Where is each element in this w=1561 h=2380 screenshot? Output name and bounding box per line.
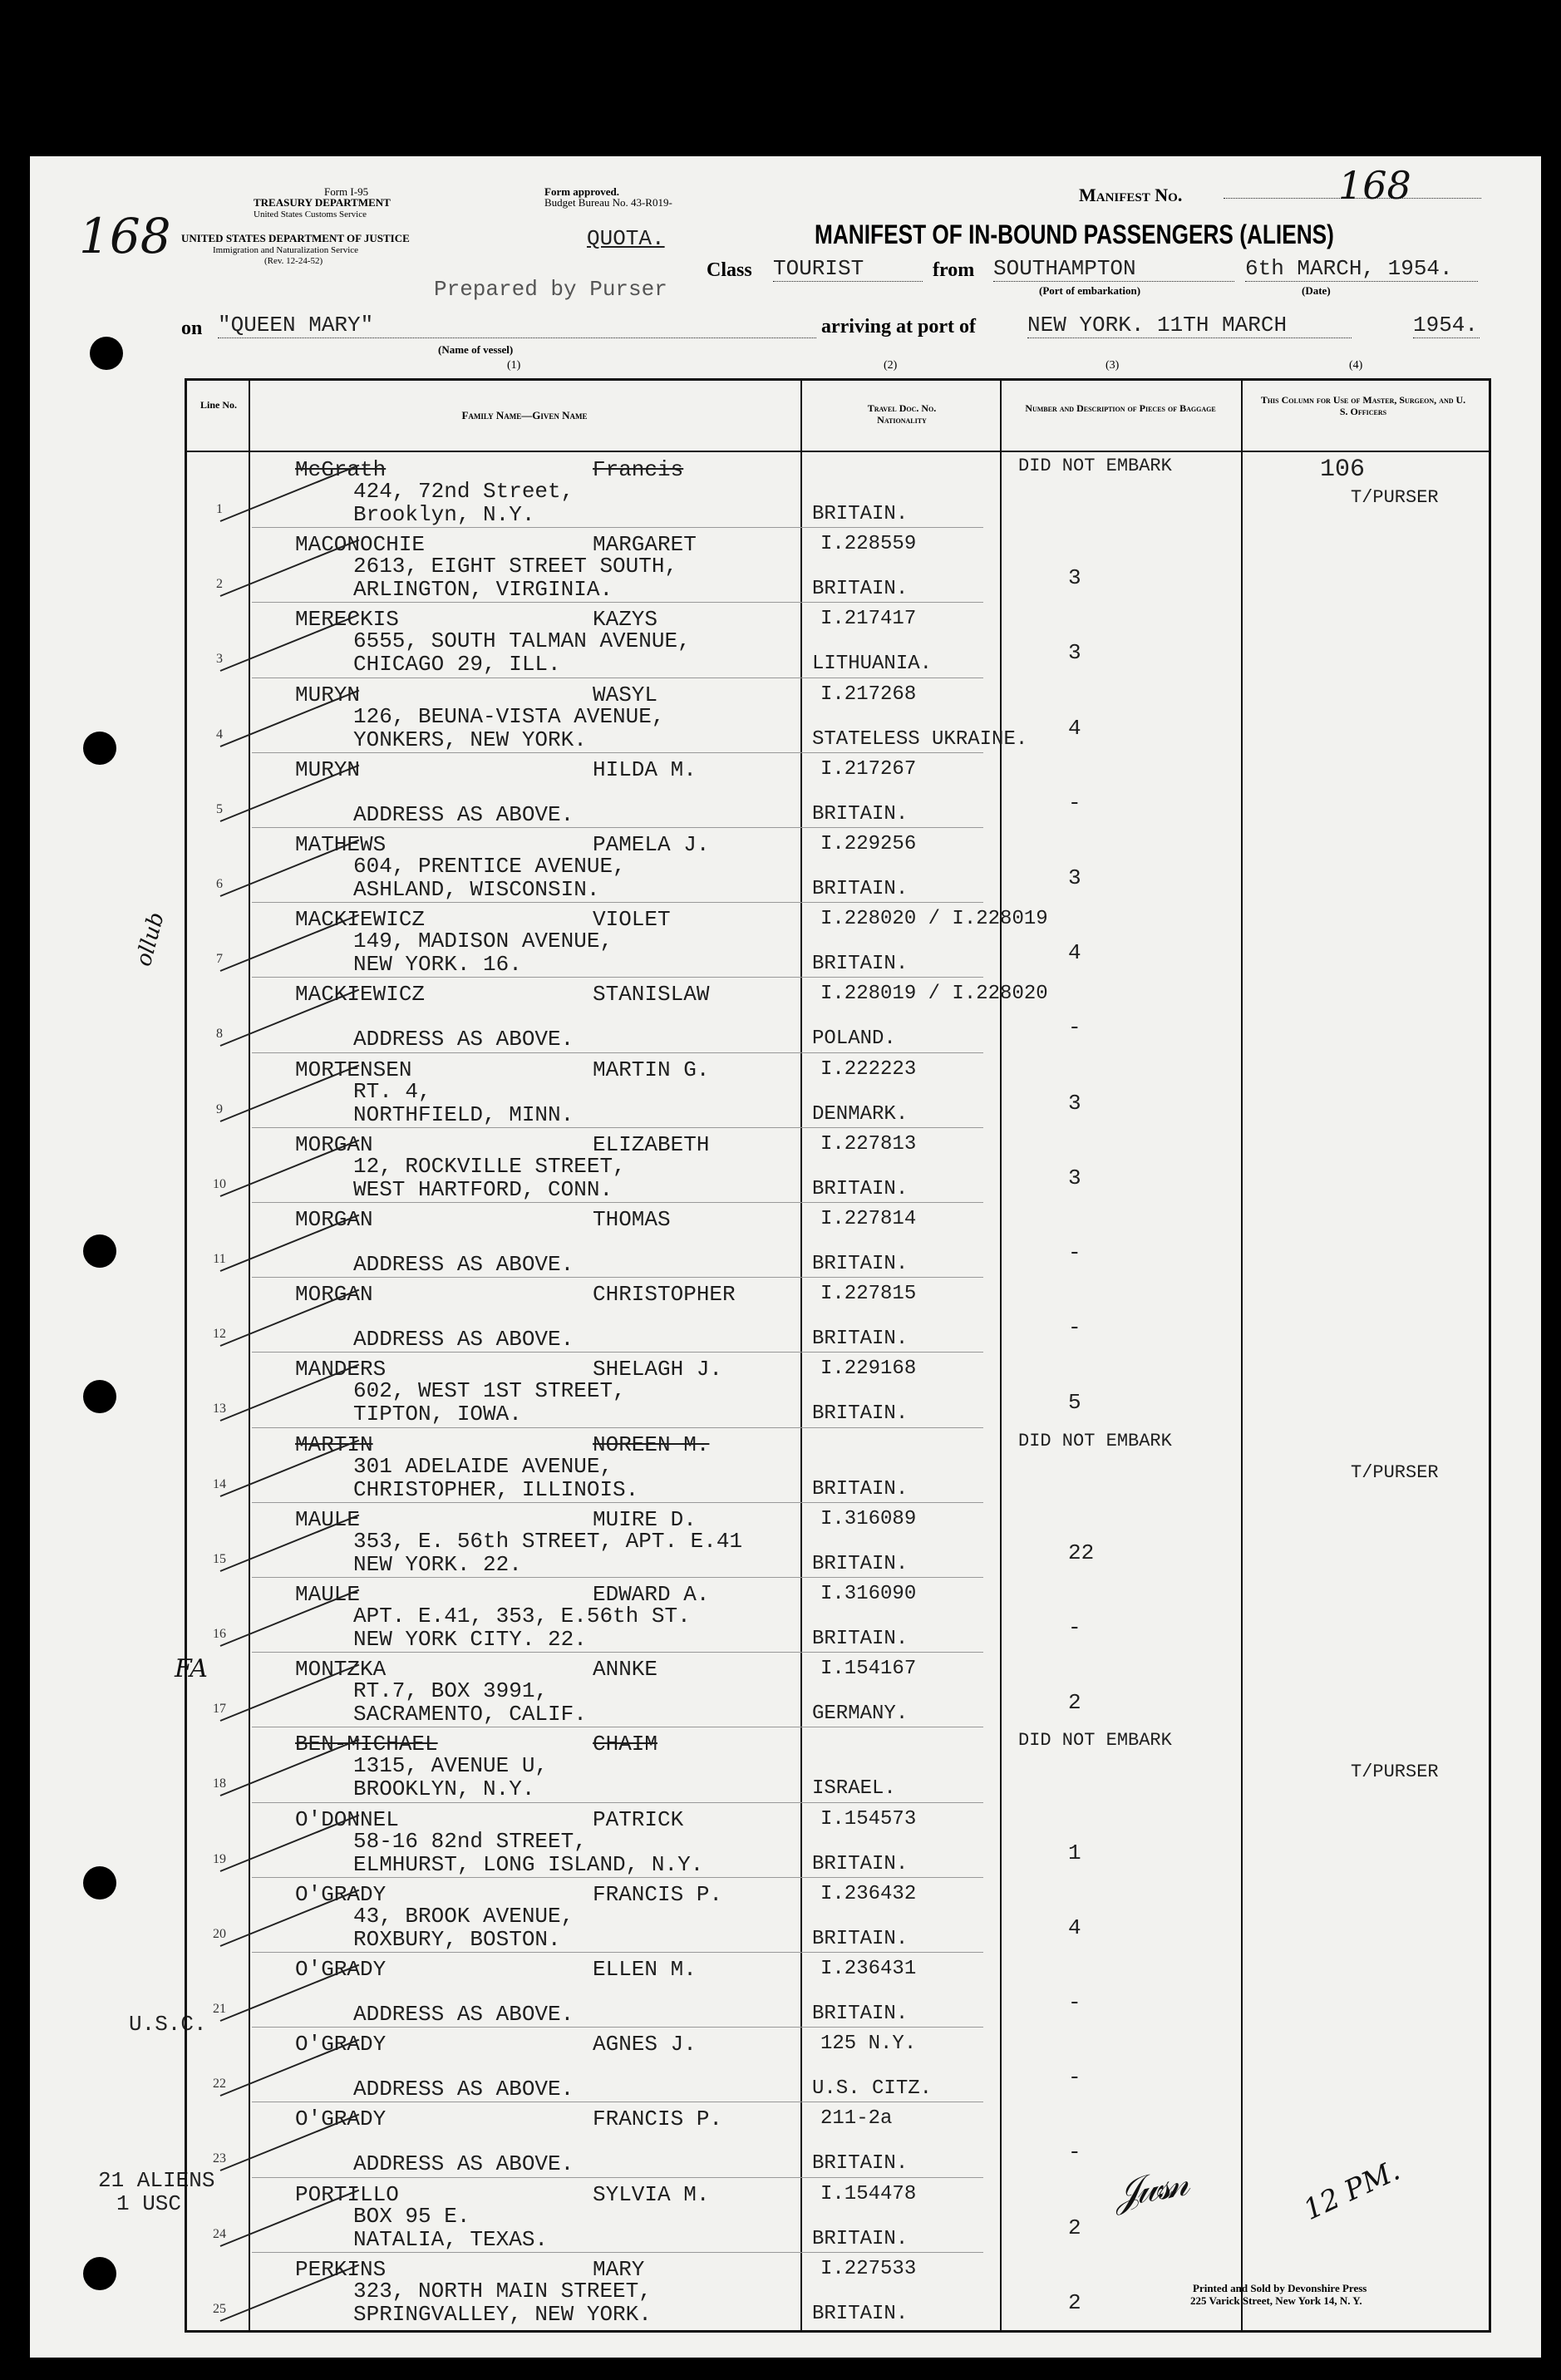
- vessel-name: "QUEEN MARY": [218, 313, 816, 338]
- given-name: HILDA M.: [593, 756, 697, 782]
- nationality: LITHUANIA.: [812, 653, 933, 676]
- embark-date: 6th MARCH, 1954.: [1245, 256, 1478, 282]
- line-number: 6: [216, 877, 223, 891]
- check-mark: [220, 840, 360, 897]
- address-line-1: 2613, EIGHT STREET SOUTH,: [353, 554, 678, 579]
- prepared-by: Prepared by Purser: [434, 277, 667, 302]
- travel-doc-number: I.228020 / I.228019: [820, 908, 1048, 931]
- nationality: BRITAIN.: [812, 2302, 909, 2325]
- family-name: O'DONNEL: [295, 1806, 399, 1832]
- address-line-1: 353, E. 56th STREET, APT. E.41: [353, 1528, 743, 1554]
- date-caption: (Date): [1302, 284, 1331, 297]
- col-header-officers: This Column for Use of Master, Surgeon, and U. S. Officers: [1260, 394, 1466, 417]
- address-line-2: NORTHFIELD, MINN.: [353, 1101, 574, 1127]
- line-number: 8: [216, 1027, 223, 1042]
- arrival-port: NEW YORK. 11TH MARCH: [1027, 313, 1352, 338]
- baggage-count: DID NOT EMBARK: [1018, 1430, 1172, 1451]
- given-name: SHELAGH J.: [593, 1357, 723, 1382]
- address-line-2: SPRINGVALLEY, NEW YORK.: [353, 2301, 652, 2327]
- given-name: ELLEN M.: [593, 1957, 697, 1982]
- given-name: PAMELA J.: [593, 832, 710, 857]
- line-number: 2: [216, 577, 223, 592]
- address-line-1: 58-16 82nd STREET,: [353, 1828, 587, 1854]
- given-name: MARTIN G.: [593, 1057, 710, 1082]
- address-line-2: YONKERS, NEW YORK.: [353, 727, 587, 752]
- family-name: MURYN: [295, 756, 361, 782]
- check-mark: [220, 914, 360, 972]
- col-num-1: (1): [507, 359, 521, 372]
- nationality: GERMANY.: [812, 1702, 909, 1726]
- travel-doc-number: 125 N.Y.: [820, 2033, 917, 2056]
- baggage-count: 4: [1068, 940, 1081, 966]
- travel-doc-number: I.227815: [820, 1283, 917, 1306]
- line-number: 1: [216, 502, 223, 516]
- given-name: ANNKE: [593, 1657, 658, 1683]
- line-number: 19: [213, 1851, 226, 1866]
- port-of-embarkation: SOUTHAMPTON: [993, 256, 1234, 282]
- family-name: MACONOCHIE: [295, 532, 426, 558]
- nationality: BRITAIN.: [812, 2227, 909, 2250]
- family-name: PERKINS: [295, 2256, 387, 2282]
- line-number: 23: [213, 2151, 226, 2166]
- nationality: BRITAIN.: [812, 802, 909, 825]
- check-mark: [220, 465, 360, 522]
- given-name: STANISLAW: [593, 982, 710, 1008]
- baggage-count: 4: [1068, 715, 1081, 741]
- class-value: TOURIST: [773, 256, 923, 282]
- arrival-year: 1954.: [1413, 313, 1479, 338]
- given-name: MARGARET: [593, 532, 697, 558]
- nationality: BRITAIN.: [812, 2003, 909, 2025]
- given-name: CHAIM: [593, 1732, 658, 1757]
- baggage-count: 2: [1068, 2215, 1081, 2240]
- class-label: Class: [707, 259, 752, 281]
- baggage-count: 1: [1068, 1840, 1081, 1865]
- line-number: 14: [213, 1476, 226, 1491]
- nationality: ISRAEL.: [812, 1777, 896, 1801]
- address-line-1: 301 ADELAIDE AVENUE,: [353, 1453, 613, 1479]
- address-line-2: CHICAGO 29, ILL.: [353, 652, 561, 678]
- baggage-count: DID NOT EMBARK: [1018, 1730, 1172, 1752]
- nationality: STATELESS UKRAINE.: [812, 727, 1028, 751]
- punch-hole: [83, 732, 116, 765]
- line-number: 18: [213, 1776, 226, 1791]
- arriving-label: arriving at port of: [821, 316, 976, 338]
- ins-service: Immigration and Naturalization Service: [213, 245, 359, 255]
- official-signature: 𝒥𝓌𝓈𝓃: [1110, 2160, 1188, 2216]
- address-line-2: ROXBURY, BOSTON.: [353, 1926, 561, 1952]
- budget-bureau: Budget Bureau No. 43-R019-: [544, 196, 672, 209]
- line-number: 24: [213, 2226, 226, 2241]
- address-line-1: RT.7, BOX 3991,: [353, 1678, 549, 1704]
- nationality: BRITAIN.: [812, 878, 909, 900]
- family-name: MARTIN: [295, 1431, 373, 1457]
- from-label: from: [933, 259, 975, 281]
- given-name: ELIZABETH: [593, 1131, 710, 1157]
- nationality: BRITAIN.: [812, 1628, 909, 1650]
- travel-doc-number: I.316090: [820, 1583, 917, 1605]
- given-name: AGNES J.: [593, 2032, 697, 2057]
- line-number: 4: [216, 727, 223, 742]
- address-line-1: RT. 4,: [353, 1078, 431, 1104]
- manifest-title: MANIFEST OF IN-BOUND PASSENGERS (ALIENS): [815, 219, 1334, 249]
- alien-count: 21 ALIENS: [98, 2168, 215, 2193]
- check-mark: [220, 1814, 360, 1871]
- travel-doc-number: I.217268: [820, 682, 917, 706]
- address-line-2: ADDRESS AS ABOVE.: [353, 2077, 574, 2102]
- given-name: WASYL: [593, 682, 658, 707]
- family-name: MORGAN: [295, 1282, 373, 1308]
- line-number: 9: [216, 1101, 223, 1116]
- margin-note-usc: U.S.C.: [129, 2012, 207, 2037]
- given-name: EDWARD A.: [593, 1582, 710, 1607]
- given-name: VIOLET: [593, 907, 671, 933]
- travel-doc-number: I.227813: [820, 1132, 917, 1156]
- address-line-1: BOX 95 E.: [353, 2203, 470, 2229]
- address-line-1: 43, BROOK AVENUE,: [353, 1903, 574, 1929]
- travel-doc-number: I.217417: [820, 608, 917, 631]
- baggage-count: -: [1068, 1015, 1081, 1041]
- baggage-count: 3: [1068, 1090, 1081, 1116]
- family-name: MACKIEWICZ: [295, 907, 426, 933]
- family-name: O'GRADY: [295, 2107, 387, 2132]
- punch-hole: [83, 2257, 116, 2290]
- address-line-2: ADDRESS AS ABOVE.: [353, 2151, 574, 2177]
- check-mark: [220, 1964, 360, 2022]
- check-mark: [220, 2114, 360, 2171]
- address-line-2: NEW YORK. 22.: [353, 1551, 522, 1577]
- form-approved: Form approved.: [544, 185, 620, 198]
- address-line-2: ASHLAND, WISCONSIN.: [353, 877, 600, 902]
- baggage-count: -: [1068, 2140, 1081, 2166]
- check-mark: [220, 1589, 360, 1647]
- family-name: MANDERS: [295, 1357, 387, 1382]
- margin-note: FA: [175, 1654, 208, 1683]
- address-line-2: NATALIA, TEXAS.: [353, 2226, 549, 2252]
- nationality: BRITAIN.: [812, 503, 909, 525]
- check-mark: [220, 1215, 360, 1272]
- baggage-count: 3: [1068, 565, 1081, 591]
- baggage-count: 2: [1068, 1690, 1081, 1716]
- baggage-count: 4: [1068, 1914, 1081, 1940]
- address-line-2: NEW YORK CITY. 22.: [353, 1627, 587, 1652]
- nationality: BRITAIN.: [812, 1177, 909, 1200]
- address-line-2: Brooklyn, N.Y.: [353, 502, 535, 527]
- address-line-1: 1315, AVENUE U,: [353, 1753, 549, 1779]
- family-name: MORGAN: [295, 1207, 373, 1232]
- address-line-2: ADDRESS AS ABOVE.: [353, 1027, 574, 1052]
- col-header-line: Line No.: [199, 399, 237, 411]
- printer-line-1: Printed and Sold by Devonshire Press: [1193, 2282, 1367, 2294]
- usc-count: 1 USC: [116, 2191, 182, 2216]
- nationality: BRITAIN.: [812, 578, 909, 601]
- nationality: BRITAIN.: [812, 1253, 909, 1275]
- travel-doc-number: I.227814: [820, 1208, 917, 1230]
- check-mark: [220, 1289, 360, 1347]
- given-name: KAZYS: [593, 607, 658, 633]
- on-label: on: [181, 318, 203, 339]
- travel-doc-number: I.236431: [820, 1958, 917, 1980]
- check-mark: [220, 1064, 360, 1121]
- col-header-baggage: Number and Description of Pieces of Baggage: [1025, 402, 1216, 414]
- family-name: MAULE: [295, 1506, 361, 1532]
- family-name: O'GRADY: [295, 1881, 387, 1907]
- line-number: 10: [213, 1176, 226, 1191]
- baggage-count: 22: [1068, 1540, 1095, 1565]
- baggage-count: 3: [1068, 640, 1081, 666]
- address-line-2: ARLINGTON, VIRGINIA.: [353, 577, 613, 603]
- nationality: BRITAIN.: [812, 953, 909, 976]
- check-mark: [220, 2264, 360, 2321]
- given-name: FRANCIS P.: [593, 1881, 723, 1907]
- baggage-count: -: [1068, 2065, 1081, 2091]
- line-number: 20: [213, 1926, 226, 1941]
- address-line-1: 6555, SOUTH TALMAN AVENUE,: [353, 628, 691, 654]
- travel-doc-number: I.154573: [820, 1807, 917, 1831]
- address-line-1: 149, MADISON AVENUE,: [353, 929, 613, 954]
- baggage-count: 5: [1068, 1390, 1081, 1416]
- address-line-2: WEST HARTFORD, CONN.: [353, 1176, 613, 1202]
- given-name: Francis: [593, 457, 684, 482]
- travel-doc-number: I.227533: [820, 2257, 917, 2280]
- line-number: 25: [213, 2301, 226, 2316]
- travel-doc-number: I.229168: [820, 1358, 917, 1381]
- line-number: 5: [216, 801, 223, 816]
- baggage-count: DID NOT EMBARK: [1018, 456, 1172, 476]
- check-mark: [220, 1889, 360, 1946]
- given-name: SYLVIA M.: [593, 2181, 710, 2207]
- address-line-2: ADDRESS AS ABOVE.: [353, 1327, 574, 1353]
- col-num-2: (2): [884, 359, 898, 372]
- address-line-1: APT. E.41, 353, E.56th ST.: [353, 1604, 691, 1629]
- margin-page-number: 168: [79, 208, 171, 264]
- baggage-count: -: [1068, 1240, 1081, 1265]
- check-mark: [220, 614, 360, 672]
- vessel-caption: (Name of vessel): [438, 343, 514, 356]
- baggage-count: -: [1068, 790, 1081, 816]
- travel-doc-number: 211-2a: [820, 2107, 893, 2131]
- nationality: BRITAIN.: [812, 1852, 909, 1875]
- family-name: MONTZKA: [295, 1657, 387, 1683]
- address-line-2: TIPTON, IOWA.: [353, 1402, 522, 1427]
- check-mark: [220, 764, 360, 821]
- line-number: 22: [213, 2077, 226, 2092]
- travel-doc-number: I.229256: [820, 833, 917, 855]
- line-number: 7: [216, 952, 223, 967]
- punch-hole: [83, 1234, 116, 1268]
- line-number: 17: [213, 1702, 226, 1717]
- check-mark: [220, 2189, 360, 2246]
- given-name: MUIRE D.: [593, 1506, 697, 1532]
- col-num-4: (4): [1349, 359, 1363, 372]
- col-num-3: (3): [1106, 359, 1120, 372]
- check-mark: [220, 2039, 360, 2097]
- form-number: Form I-95: [324, 185, 369, 198]
- nationality: U.S. CITZ.: [812, 2077, 933, 2101]
- treasury-dept: TREASURY DEPARTMENT: [254, 196, 391, 209]
- check-mark: [220, 1739, 360, 1796]
- line-number: 12: [213, 1327, 226, 1342]
- printer-line-2: 225 Varick Street, New York 14, N. Y.: [1190, 2294, 1362, 2307]
- given-name: THOMAS: [593, 1207, 671, 1232]
- family-name: McGrath: [295, 457, 387, 482]
- punch-hole: [90, 337, 123, 370]
- officer-note: T/PURSER: [1351, 1461, 1439, 1483]
- baggage-count: 2: [1068, 2289, 1081, 2315]
- punch-hole: [83, 1866, 116, 1900]
- officer-note: T/PURSER: [1351, 1762, 1439, 1783]
- check-mark: [220, 1439, 360, 1496]
- address-line-2: BROOKLYN, N.Y.: [353, 1776, 535, 1802]
- baggage-count: 3: [1068, 1165, 1081, 1190]
- family-name: MORTENSEN: [295, 1057, 412, 1082]
- baggage-count: -: [1068, 1990, 1081, 2015]
- address-line-2: ADDRESS AS ABOVE.: [353, 1252, 574, 1277]
- baggage-count: -: [1068, 1615, 1081, 1640]
- family-name: O'GRADY: [295, 1957, 387, 1982]
- nationality: BRITAIN.: [812, 1552, 909, 1575]
- address-line-1: 323, NORTH MAIN STREET,: [353, 2278, 652, 2304]
- address-line-1: 126, BEUNA-VISTA AVENUE,: [353, 703, 665, 729]
- baggage-count: 3: [1068, 865, 1081, 890]
- check-mark: [220, 1664, 360, 1722]
- check-mark: [220, 1139, 360, 1196]
- address-line-2: ADDRESS AS ABOVE.: [353, 801, 574, 827]
- family-name: MORGAN: [295, 1131, 373, 1157]
- check-mark: [220, 540, 360, 597]
- col-header-name: Family Name—Given Name: [461, 409, 588, 421]
- line-number: 15: [213, 1551, 226, 1566]
- manifest-table: [185, 378, 1491, 2333]
- travel-doc-number: I.154478: [820, 2182, 917, 2205]
- baggage-count: -: [1068, 1315, 1081, 1341]
- port-caption: (Port of embarkation): [1039, 284, 1141, 297]
- manifest-number: 168: [1338, 163, 1411, 208]
- nationality: BRITAIN.: [812, 1477, 909, 1500]
- check-mark: [220, 1364, 360, 1422]
- quota-label: QUOTA.: [587, 226, 665, 251]
- nationality: DENMARK.: [812, 1102, 909, 1126]
- justice-dept: UNITED STATES DEPARTMENT OF JUSTICE: [181, 232, 410, 244]
- nationality: POLAND.: [812, 1027, 896, 1051]
- given-name: CHRISTOPHER: [593, 1282, 736, 1308]
- family-name: MURYN: [295, 682, 361, 707]
- officer-count: 106: [1320, 456, 1366, 484]
- address-line-1: 424, 72nd Street,: [353, 479, 574, 504]
- family-name: BEN-MICHAEL: [295, 1732, 438, 1757]
- nationality: BRITAIN.: [812, 2152, 909, 2176]
- address-line-2: ADDRESS AS ABOVE.: [353, 2002, 574, 2027]
- line-number: 11: [213, 1252, 226, 1266]
- margin-note: ollub: [130, 909, 170, 969]
- address-line-2: CHRISTOPHER, ILLINOIS.: [353, 1476, 639, 1502]
- nationality: BRITAIN.: [812, 1927, 909, 1950]
- travel-doc-number: I.154167: [820, 1658, 917, 1681]
- family-name: MAULE: [295, 1582, 361, 1607]
- line-number: 16: [213, 1627, 226, 1641]
- check-mark: [220, 1514, 360, 1571]
- line-number: 21: [213, 2002, 226, 2016]
- family-name: MACKIEWICZ: [295, 982, 426, 1008]
- manifest-no-label: Manifest No.: [1079, 185, 1183, 205]
- travel-doc-number: I.236432: [820, 1882, 917, 1905]
- family-name: MATHEWS: [295, 832, 387, 857]
- address-line-1: 602, WEST 1ST STREET,: [353, 1378, 626, 1404]
- address-line-2: SACRAMENTO, CALIF.: [353, 1702, 587, 1727]
- nationality: BRITAIN.: [812, 1402, 909, 1426]
- travel-doc-number: I.222223: [820, 1057, 917, 1081]
- check-mark: [220, 989, 360, 1047]
- col-header-doc: Travel Doc. No. Nationality: [867, 402, 937, 426]
- revision: (Rev. 12-24-52): [264, 256, 323, 266]
- travel-doc-number: I.228019 / I.228020: [820, 983, 1048, 1006]
- address-line-2: ELMHURST, LONG ISLAND, N.Y.: [353, 1851, 704, 1877]
- officer-note: T/PURSER: [1351, 487, 1439, 508]
- travel-doc-number: I.228559: [820, 533, 917, 556]
- given-name: MARY: [593, 2256, 645, 2282]
- customs-service: United States Customs Service: [254, 209, 367, 219]
- line-number: 13: [213, 1402, 226, 1417]
- family-name: O'GRADY: [295, 2032, 387, 2057]
- address-line-2: NEW YORK. 16.: [353, 952, 522, 978]
- address-line-1: 12, ROCKVILLE STREET,: [353, 1153, 626, 1179]
- signature-time: 12 PM.: [1298, 2153, 1406, 2228]
- given-name: PATRICK: [593, 1806, 684, 1832]
- nationality: BRITAIN.: [812, 1328, 909, 1351]
- travel-doc-number: I.316089: [820, 1507, 917, 1530]
- check-mark: [220, 689, 360, 747]
- family-name: MERECKIS: [295, 607, 399, 633]
- travel-doc-number: I.217267: [820, 757, 917, 781]
- address-line-1: 604, PRENTICE AVENUE,: [353, 854, 626, 879]
- given-name: FRANCIS P.: [593, 2107, 723, 2132]
- line-number: 3: [216, 652, 223, 667]
- punch-hole: [83, 1380, 116, 1413]
- given-name: NOREEN M.: [593, 1431, 710, 1457]
- family-name: PORTILLO: [295, 2181, 399, 2207]
